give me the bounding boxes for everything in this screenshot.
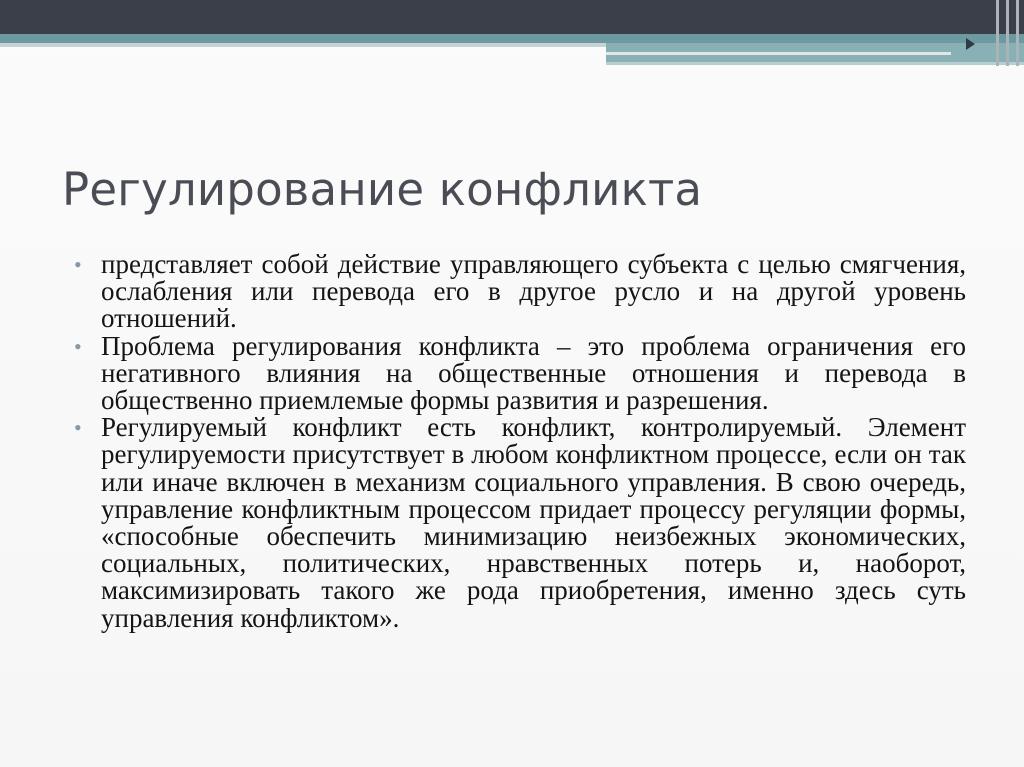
bullet-text: представляет собой действие управляющего субъекта с целью смягчения, ослабления или перевода его в другое русло и на другой уровень отношений.: [101, 249, 966, 334]
bullet-icon: •: [74, 415, 82, 441]
bullet-item: [74, 412, 966, 633]
bullet-item: [74, 249, 966, 334]
header-band-light-strip: [0, 43, 606, 47]
header-divider-line: [1006, 0, 1009, 66]
bullet-icon: •: [74, 252, 82, 277]
bullet-text: Проблема регулирования конфликта – это проблема ограничения его негативного влияния на общественные отношения и перевода в общественно приемлемые формы развития и разрешения.: [101, 330, 966, 416]
bullet-text: Регулируемый конфликт есть конфликт, контролируемый. Элемент регулируемости присутствует в любом конфликтном процессе, если он так или иначе включен в механизм социального управления. В свою очередь, управление конфликтным процессом придает процессу регуляции формы, «способные обеспечить минимизацию неизбежных экономических, социальных, политических, нравственных потерь и, наоборот, максимизировать такого же рода приобретения, именно здесь суть управления конфликтом».: [101, 412, 966, 633]
header-divider-line: [996, 0, 999, 66]
header-band-dark: [0, 0, 1024, 36]
header-band-teal: [0, 34, 1024, 43]
bullet-list: [74, 249, 966, 633]
chevron-right-icon: [966, 38, 975, 50]
bullet-icon: •: [74, 333, 82, 359]
slide-title: Регулирование конфликта: [62, 163, 703, 216]
header-divider-line: [1016, 0, 1019, 66]
bullet-item: [74, 330, 966, 416]
header-band-right-underline: [606, 62, 1024, 65]
header-band-right-highlight: [606, 52, 951, 55]
